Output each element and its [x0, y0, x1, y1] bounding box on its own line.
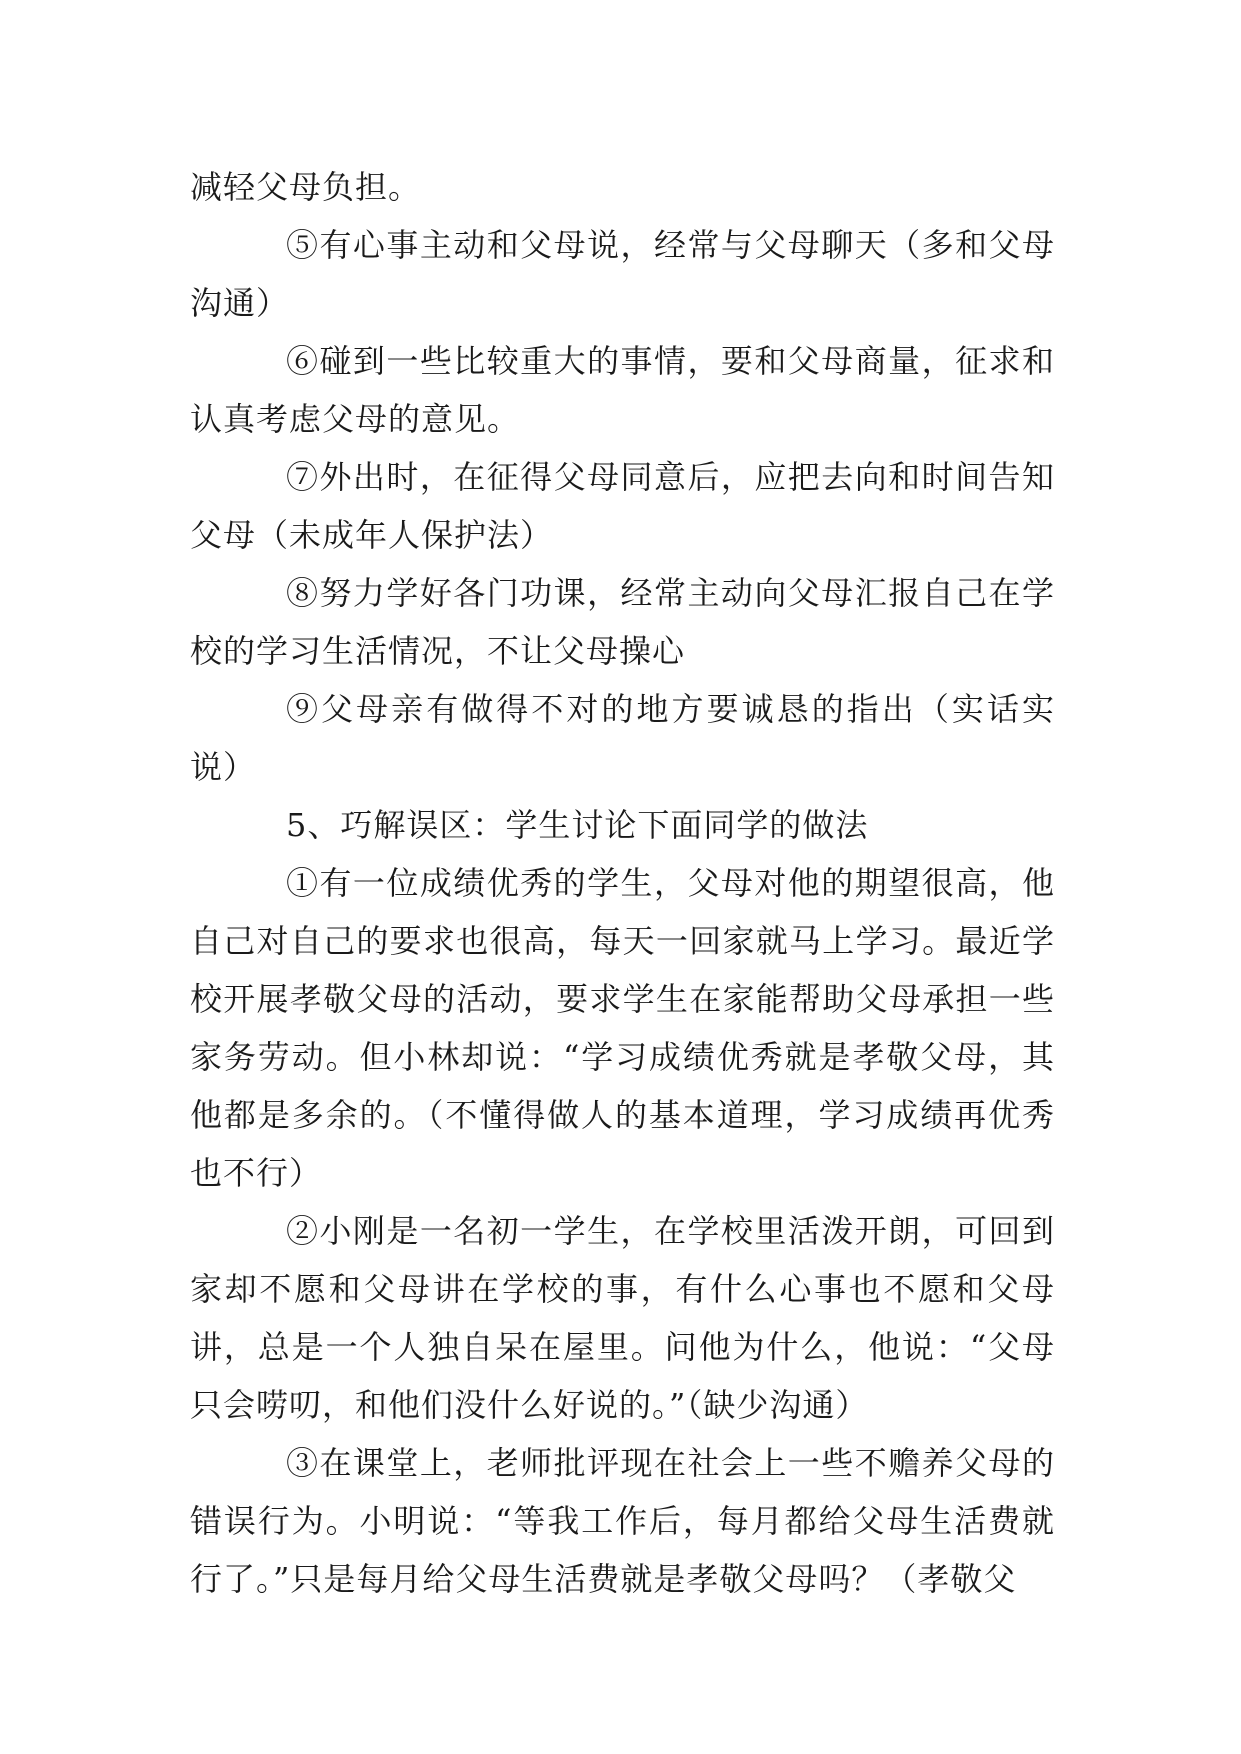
case-paragraph-2: ②小刚是一名初一学生，在学校里活泼开朗，可回到家却不愿和父母讲在学校的事，有什么心事也不愿和父母讲，总是一个人独自呆在屋里。问他为什么，他说：“父母只会唠叨，和他们没什么好说的。”（缺少沟通） [190, 1212, 1055, 1424]
section-heading-5: 5、巧解误区：学生讨论下面同学的做法 [286, 806, 869, 844]
paragraph-continuation: 减轻父母负担。 [190, 168, 422, 206]
paragraph-item-9: ⑨父母亲有做得不对的地方要诚恳的指出（实话实说） [190, 690, 1055, 786]
case-paragraph-3: ③在课堂上，老师批评现在社会上一些不赡养父母的错误行为。小明说：“等我工作后，每月都给父母生活费就行了。”只是每月给父母生活费就是孝敬父母吗？（孝敬父 [190, 1444, 1055, 1598]
paragraph-item-5: ⑤有心事主动和父母说，经常与父母聊天（多和父母沟通） [190, 226, 1055, 322]
paragraph-item-7: ⑦外出时，在征得父母同意后，应把去向和时间告知父母（未成年人保护法） [190, 458, 1055, 554]
case-paragraph-1: ①有一位成绩优秀的学生，父母对他的期望很高，他自己对自己的要求也很高，每天一回家就马上学习。最近学校开展孝敬父母的活动，要求学生在家能帮助父母承担一些家务劳动。但小林却说：“学习成绩优秀就是孝敬父母，其他都是多余的。（不懂得做人的基本道理，学习成绩再优秀也不行） [190, 864, 1055, 1192]
document-body [190, 158, 1055, 1608]
paragraph-item-8: ⑧努力学好各门功课，经常主动向父母汇报自己在学校的学习生活情况，不让父母操心 [190, 574, 1055, 670]
paragraph-item-6: ⑥碰到一些比较重大的事情，要和父母商量，征求和认真考虑父母的意见。 [190, 342, 1055, 438]
